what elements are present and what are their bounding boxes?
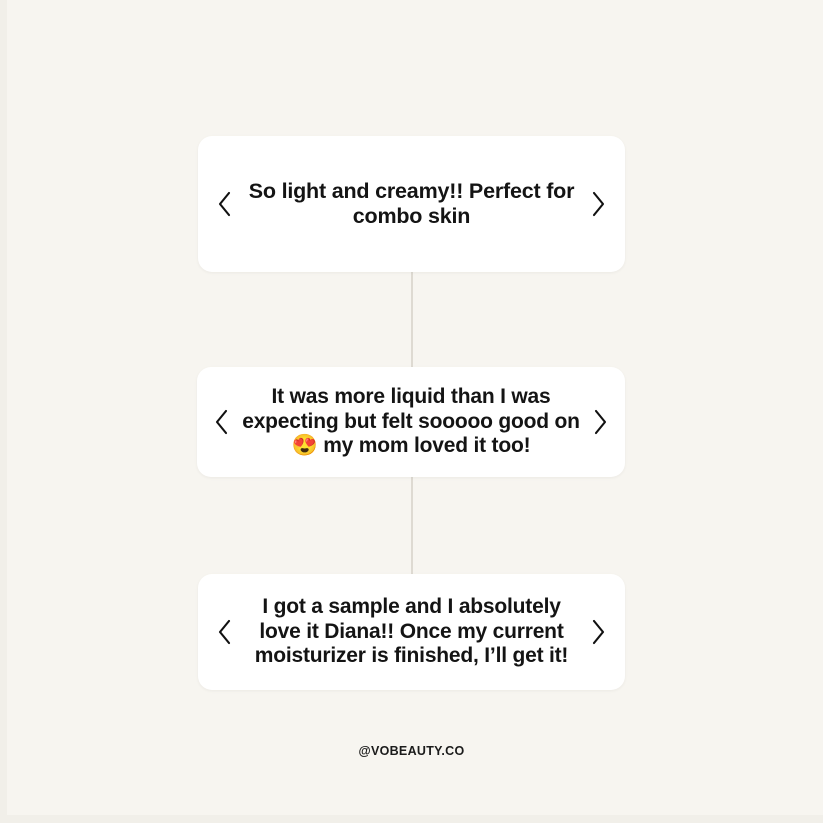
brand-handle: @VOBEAUTY.CO [358,744,465,758]
testimonial-text-1: So light and creamy!! Perfect for combo skin [248,178,575,228]
testimonial-text-3: I got a sample and I absolutely love it Diana!! Once my current moisturizer is finished, I’ll get it! [254,594,569,668]
chevron-right-icon[interactable] [587,402,613,442]
chevron-left-icon[interactable] [212,612,238,652]
connector-line-1 [411,272,413,368]
chevron-left-icon[interactable] [209,402,235,442]
chevron-left-icon[interactable] [212,184,238,224]
connector-line-2 [411,476,413,576]
testimonial-card-3 [198,574,625,690]
testimonial-card-1 [198,136,625,272]
testimonial-card-2 [197,367,625,477]
chevron-right-icon[interactable] [585,612,611,652]
chevron-right-icon[interactable] [585,184,611,224]
testimonial-text-2: It was more liquid than I was expecting but felt sooooo good on 😍 my mom loved it too! [242,384,580,458]
